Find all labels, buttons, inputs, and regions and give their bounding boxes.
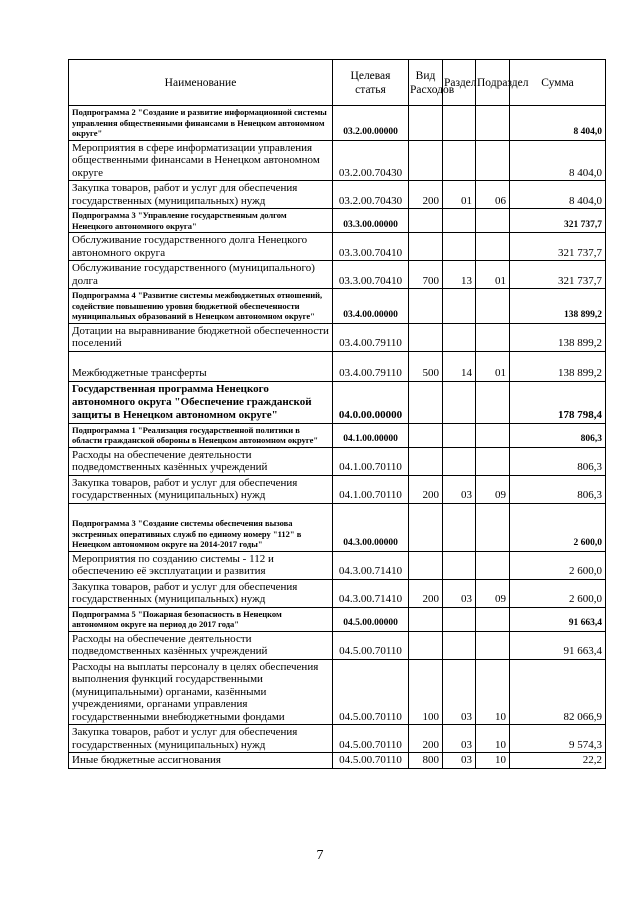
- row-sum-cell: 82 066,9: [510, 659, 606, 725]
- table-row: [69, 261, 606, 289]
- row-subsection-cell: [476, 447, 510, 475]
- table-row: [69, 475, 606, 503]
- row-section-cell: 01: [443, 181, 476, 209]
- header-subsection: Подраздел: [476, 60, 510, 106]
- budget-table: [68, 59, 606, 769]
- row-target-article-cell: 03.4.00.00000: [333, 289, 409, 324]
- row-expense-type-cell: [409, 631, 443, 659]
- row-sum-cell: 806,3: [510, 423, 606, 447]
- header-name: Наименование: [69, 60, 333, 106]
- row-sum-cell: 806,3: [510, 447, 606, 475]
- row-sum-cell: 138 899,2: [510, 351, 606, 381]
- row-subsection-cell: 01: [476, 261, 510, 289]
- row-subsection-cell: [476, 631, 510, 659]
- row-section-cell: 03: [443, 659, 476, 725]
- row-sum-cell: 91 663,4: [510, 607, 606, 631]
- row-expense-type-cell: [409, 551, 443, 579]
- row-sum-cell: 8 404,0: [510, 181, 606, 209]
- row-subsection-cell: [476, 381, 510, 423]
- row-expense-type-cell: [409, 447, 443, 475]
- row-subsection-cell: [476, 289, 510, 324]
- row-section-cell: [443, 323, 476, 351]
- row-expense-type-cell: [409, 503, 443, 551]
- header-sum: Сумма: [510, 60, 606, 106]
- row-subsection-cell: 09: [476, 579, 510, 607]
- row-subsection-cell: [476, 140, 510, 181]
- row-target-article-cell: 03.4.00.79110: [333, 351, 409, 381]
- row-expense-type-cell: 200: [409, 725, 443, 753]
- table-row: [69, 607, 606, 631]
- table-row: [69, 381, 606, 423]
- row-sum-cell: 2 600,0: [510, 579, 606, 607]
- row-section-cell: [443, 233, 476, 261]
- table-row: [69, 579, 606, 607]
- row-expense-type-cell: [409, 423, 443, 447]
- table-row: [69, 351, 606, 381]
- row-subsection-cell: [476, 607, 510, 631]
- row-name-cell: Иные бюджетные ассигнования: [69, 753, 333, 769]
- row-name-cell: Закупка товаров, работ и услуг для обеспечения государственных (муниципальных) нужд: [69, 579, 333, 607]
- table-row: [69, 447, 606, 475]
- row-sum-cell: 2 600,0: [510, 503, 606, 551]
- row-subsection-cell: 06: [476, 181, 510, 209]
- row-target-article-cell: 03.2.00.00000: [333, 106, 409, 141]
- table-row: [69, 631, 606, 659]
- row-section-cell: [443, 423, 476, 447]
- row-sum-cell: 22,2: [510, 753, 606, 769]
- row-name-cell: Подпрограмма 2 "Создание и развитие информационной системы управления общественными финансами в Ненецком автономном округе": [69, 106, 333, 141]
- table-row: [69, 209, 606, 233]
- row-name-cell: Расходы на обеспечение деятельности подведомственных казённых учреждений: [69, 447, 333, 475]
- row-expense-type-cell: [409, 209, 443, 233]
- row-name-cell: Государственная программа Ненецкого автономного округа "Обеспечение гражданской защиты в Ненецком автономном округе": [69, 381, 333, 423]
- table-row: [69, 659, 606, 725]
- row-expense-type-cell: 200: [409, 579, 443, 607]
- row-section-cell: [443, 289, 476, 324]
- row-name-cell: Обслуживание государственного долга Ненецкого автономного округа: [69, 233, 333, 261]
- row-name-cell: Подпрограмма 3 "Создание системы обеспечения вызова экстренных оперативных служб по единому номеру "112" в Ненецком автономном округе на 2014-2017 годы": [69, 503, 333, 551]
- header-expense-type: Вид Расходов: [409, 60, 443, 106]
- row-name-cell: Межбюджетные трансферты: [69, 351, 333, 381]
- row-target-article-cell: 04.3.00.71410: [333, 551, 409, 579]
- table-row: [69, 181, 606, 209]
- row-target-article-cell: 04.1.00.70110: [333, 475, 409, 503]
- row-expense-type-cell: [409, 233, 443, 261]
- row-expense-type-cell: [409, 323, 443, 351]
- row-expense-type-cell: [409, 381, 443, 423]
- row-sum-cell: 178 798,4: [510, 381, 606, 423]
- row-sum-cell: 8 404,0: [510, 140, 606, 181]
- row-section-cell: [443, 106, 476, 141]
- row-target-article-cell: 03.3.00.70410: [333, 233, 409, 261]
- row-target-article-cell: 03.3.00.00000: [333, 209, 409, 233]
- row-expense-type-cell: 100: [409, 659, 443, 725]
- row-target-article-cell: 04.5.00.00000: [333, 607, 409, 631]
- row-sum-cell: 321 737,7: [510, 209, 606, 233]
- row-section-cell: [443, 447, 476, 475]
- row-subsection-cell: 10: [476, 753, 510, 769]
- row-subsection-cell: 10: [476, 659, 510, 725]
- header-section: Раздел: [443, 60, 476, 106]
- row-target-article-cell: 04.3.00.71410: [333, 579, 409, 607]
- row-target-article-cell: 04.1.00.00000: [333, 423, 409, 447]
- row-subsection-cell: [476, 106, 510, 141]
- table-row: [69, 289, 606, 324]
- row-name-cell: Дотации на выравнивание бюджетной обеспеченности поселений: [69, 323, 333, 351]
- page-number: 7: [316, 848, 324, 863]
- row-name-cell: Закупка товаров, работ и услуг для обеспечения государственных (муниципальных) нужд: [69, 475, 333, 503]
- row-target-article-cell: 04.3.00.00000: [333, 503, 409, 551]
- row-section-cell: 03: [443, 579, 476, 607]
- row-target-article-cell: 03.3.00.70410: [333, 261, 409, 289]
- row-sum-cell: 138 899,2: [510, 323, 606, 351]
- row-sum-cell: 321 737,7: [510, 261, 606, 289]
- table-row: [69, 233, 606, 261]
- row-name-cell: Подпрограмма 4 "Развитие системы межбюджетных отношений, содействие повышению уровня бюджетной обеспеченности муниципальных образований в Ненецком автономном округе": [69, 289, 333, 324]
- row-expense-type-cell: [409, 140, 443, 181]
- row-expense-type-cell: 700: [409, 261, 443, 289]
- row-section-cell: [443, 631, 476, 659]
- row-expense-type-cell: 200: [409, 181, 443, 209]
- row-subsection-cell: [476, 423, 510, 447]
- row-expense-type-cell: [409, 607, 443, 631]
- table-row: [69, 140, 606, 181]
- row-section-cell: 13: [443, 261, 476, 289]
- table-row: [69, 323, 606, 351]
- row-subsection-cell: [476, 323, 510, 351]
- row-subsection-cell: [476, 233, 510, 261]
- row-name-cell: Закупка товаров, работ и услуг для обеспечения государственных (муниципальных) нужд: [69, 181, 333, 209]
- table-row: [69, 725, 606, 753]
- row-target-article-cell: 04.0.00.00000: [333, 381, 409, 423]
- row-subsection-cell: [476, 551, 510, 579]
- row-section-cell: 03: [443, 725, 476, 753]
- row-section-cell: [443, 551, 476, 579]
- row-expense-type-cell: 500: [409, 351, 443, 381]
- row-sum-cell: 321 737,7: [510, 233, 606, 261]
- row-target-article-cell: 03.4.00.79110: [333, 323, 409, 351]
- row-section-cell: [443, 209, 476, 233]
- table-row: [69, 551, 606, 579]
- row-sum-cell: 2 600,0: [510, 551, 606, 579]
- row-target-article-cell: 03.2.00.70430: [333, 181, 409, 209]
- row-name-cell: Расходы на обеспечение деятельности подведомственных казённых учреждений: [69, 631, 333, 659]
- header-target-article: Целевая статья: [333, 60, 409, 106]
- row-section-cell: 03: [443, 475, 476, 503]
- row-name-cell: Мероприятия по созданию системы - 112 и обеспечению её эксплуатации и развития: [69, 551, 333, 579]
- row-name-cell: Обслуживание государственного (муниципального) долга: [69, 261, 333, 289]
- row-section-cell: 03: [443, 753, 476, 769]
- row-name-cell: Закупка товаров, работ и услуг для обеспечения государственных (муниципальных) нужд: [69, 725, 333, 753]
- row-section-cell: [443, 503, 476, 551]
- row-target-article-cell: 04.5.00.70110: [333, 753, 409, 769]
- row-name-cell: Расходы на выплаты персоналу в целях обеспечения выполнения функций государственными (муниципальными) органами, казёнными учреждениями, органами управления государственными внебюджетными фондами: [69, 659, 333, 725]
- row-sum-cell: 138 899,2: [510, 289, 606, 324]
- row-sum-cell: 91 663,4: [510, 631, 606, 659]
- table-row: [69, 106, 606, 141]
- row-target-article-cell: 04.5.00.70110: [333, 631, 409, 659]
- row-name-cell: Подпрограмма 3 "Управление государственным долгом Ненецкого автономного округа": [69, 209, 333, 233]
- table-row: [69, 503, 606, 551]
- row-name-cell: Мероприятия в сфере информатизации управления общественными финансами в Ненецком автономном округе: [69, 140, 333, 181]
- row-subsection-cell: [476, 503, 510, 551]
- row-sum-cell: 9 574,3: [510, 725, 606, 753]
- row-sum-cell: 8 404,0: [510, 106, 606, 141]
- row-expense-type-cell: [409, 289, 443, 324]
- row-section-cell: [443, 140, 476, 181]
- row-subsection-cell: 01: [476, 351, 510, 381]
- table-row: [69, 753, 606, 769]
- row-target-article-cell: 04.5.00.70110: [333, 659, 409, 725]
- table-row: [69, 423, 606, 447]
- row-expense-type-cell: 200: [409, 475, 443, 503]
- row-section-cell: [443, 607, 476, 631]
- row-section-cell: [443, 381, 476, 423]
- table-header-row: [69, 60, 606, 106]
- row-subsection-cell: [476, 209, 510, 233]
- row-subsection-cell: 09: [476, 475, 510, 503]
- row-section-cell: 14: [443, 351, 476, 381]
- row-expense-type-cell: 800: [409, 753, 443, 769]
- table-body: [69, 106, 606, 769]
- row-target-article-cell: 04.1.00.70110: [333, 447, 409, 475]
- row-target-article-cell: 04.5.00.70110: [333, 725, 409, 753]
- row-name-cell: Подпрограмма 5 "Пожарная безопасность в Ненецком автономном округе на период до 2017 года": [69, 607, 333, 631]
- row-subsection-cell: 10: [476, 725, 510, 753]
- row-sum-cell: 806,3: [510, 475, 606, 503]
- row-target-article-cell: 03.2.00.70430: [333, 140, 409, 181]
- row-expense-type-cell: [409, 106, 443, 141]
- row-name-cell: Подпрограмма 1 "Реализация государственной политики в области гражданской обороны в Ненецком автономном округе": [69, 423, 333, 447]
